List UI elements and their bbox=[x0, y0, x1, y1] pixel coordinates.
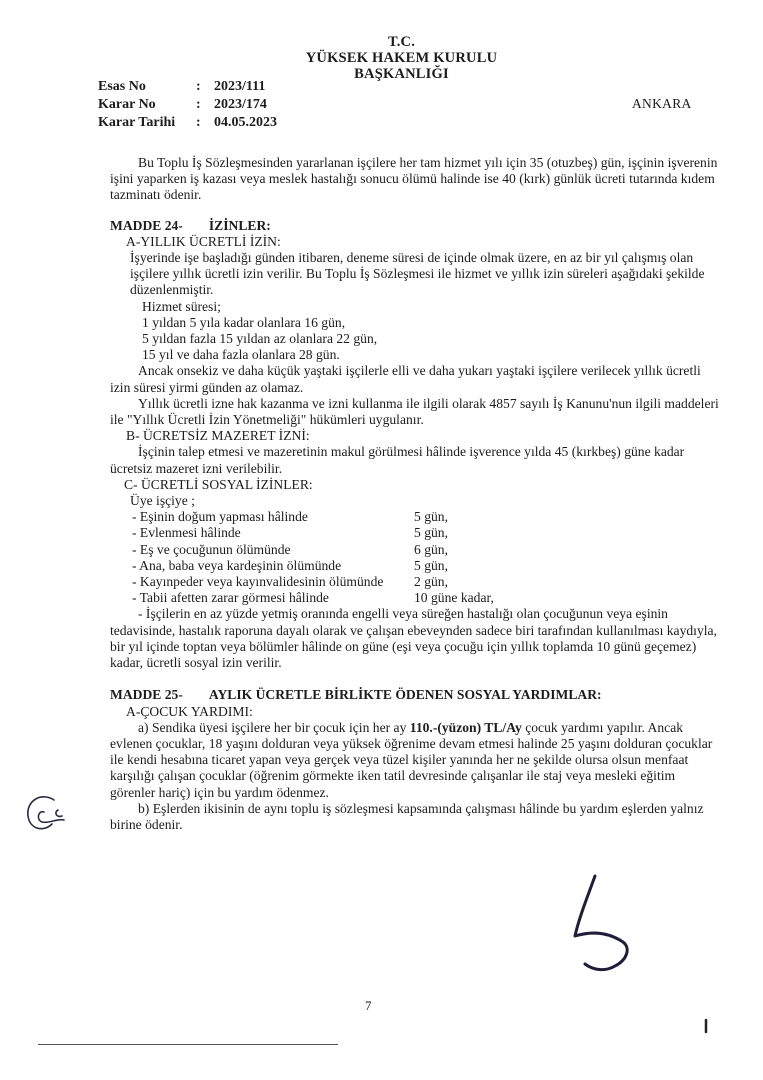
leave-days: 2 gün, bbox=[414, 574, 448, 590]
unpaid-leave-paragraph: İşçinin talep etmesi ve mazeretinin makul görülmesi hâlinde işverence yılda 45 (kırkbeş) güne kadar ücretsiz mazeret izni verilebilir. bbox=[110, 444, 685, 476]
leave-reason: - Evlenmesi hâlinde bbox=[132, 525, 241, 541]
header-line-institution: YÜKSEK HAKEM KURULU bbox=[305, 50, 498, 66]
social-leave-item bbox=[110, 558, 722, 574]
case-metadata bbox=[98, 78, 277, 132]
document-body bbox=[110, 155, 722, 833]
leave-reason: - Kayınpeder veya kayınvalidesinin ölümünde bbox=[132, 574, 384, 590]
leave-days: 5 gün, bbox=[414, 525, 448, 541]
child-aid-text-start: a) Sendika üyesi işçilere her bir çocuk için her ay bbox=[138, 719, 410, 735]
article-24-heading bbox=[110, 218, 722, 234]
leave-days: 5 gün, bbox=[414, 557, 448, 573]
section-a-title: A-YILLIK ÜCRETLİ İZİN: bbox=[126, 233, 281, 249]
service-label: Hizmet süresi; bbox=[142, 298, 221, 314]
signature-mark bbox=[565, 868, 645, 978]
meta-value: 04.05.2023 bbox=[214, 115, 277, 130]
annual-leave-text: İşyerinde işe başladığı günden itibaren, deneme süresi de içinde olmak üzere, en az bir yıl çalışmış olan işçilere yıllık ücretli izin verilir. Bu Toplu İş Sözleşmesi ile hizmet ve yıllık izin süreleri aşağıdaki şekilde düzenlenmiştir. bbox=[130, 250, 705, 298]
law-reference-paragraph: Yıllık ücretli izne hak kazanma ve izni kullanma ile ilgili olarak 4857 sayılı İş Kanunu'nun ilgili maddeleri ile "Yıllık Ücretli İzin Yönetmeliği" hükümleri uygulanır. bbox=[110, 395, 719, 428]
section-c-title: C- ÜCRETLİ SOSYAL İZİNLER: bbox=[124, 476, 313, 492]
disabled-child-leave-paragraph: - İşçilerin en az yüzde yetmiş oranında engelli veya süreğen hastalığı olan çocuğunun veya eşinin tedavisinde, hastalık raporuna dayalı olarak ve çalışan ebeveynden sadece biri tarafından kullanılması kaydıyla, bir yıl içinde toptan veya bölümler hâlinde on güne (eşi veya çocuğu için yıllık toplamda 10 günü geçemez) kadar, ücretli sosyal izin verilir. bbox=[110, 606, 717, 671]
child-aid-amount: 110.-(yüzon) TL/Ay bbox=[409, 719, 522, 735]
meta-row-tarih bbox=[98, 114, 277, 132]
service-line: 1 yıldan 5 yıla kadar olanlara 16 gün, bbox=[142, 314, 346, 330]
initials-mark bbox=[14, 790, 74, 840]
member-label: Üye işçiye ; bbox=[130, 493, 195, 509]
meta-colon: : bbox=[196, 115, 201, 130]
social-leave-item bbox=[110, 542, 722, 558]
minimum-leave-paragraph: Ancak onsekiz ve daha küçük yaştaki işçilerle elli ve daha yukarı yaştaki işçilere verilecek yıllık ücretli izin süresi yirmi günden az olamaz. bbox=[110, 363, 701, 395]
article-title: AYLIK ÜCRETLE BİRLİKTE ÖDENEN SOSYAL YARDIMLAR: bbox=[208, 687, 602, 703]
header-line-tc: T.C. bbox=[387, 34, 416, 50]
meta-key: Karar Tarihi bbox=[98, 115, 176, 130]
city-label: ANKARA bbox=[632, 96, 692, 111]
child-aid-paragraph bbox=[110, 720, 722, 801]
leave-reason: - Eşinin doğum yapması hâlinde bbox=[132, 509, 308, 525]
intro-paragraph: Bu Toplu İş Sözleşmesinden yararlanan işçilere her tam hizmet yılı için 35 (otuzbeş) gün, işçinin işverenin işini yaparken iş kazası veya meslek hastalığı sonucu ölümü halinde ise 40 (kırk) günlük ücreti tutarında kıdem tazminatı ödenir. bbox=[110, 155, 718, 203]
meta-key: Karar No bbox=[98, 97, 156, 112]
leave-days: 10 güne kadar, bbox=[414, 590, 494, 606]
article-title: İZİNLER: bbox=[208, 217, 271, 233]
meta-colon: : bbox=[196, 79, 201, 94]
meta-key: Esas No bbox=[98, 79, 146, 94]
meta-colon: : bbox=[196, 97, 201, 112]
spouse-aid-paragraph: b) Eşlerden ikisinin de aynı toplu iş sözleşmesi kapsamında çalışması hâlinde bu yardım eşlerden yalnız birine ödenir. bbox=[110, 800, 704, 832]
child-aid-title: A-ÇOCUK YARDIMI: bbox=[126, 703, 253, 719]
annual-leave-paragraph bbox=[110, 250, 722, 299]
article-25-heading bbox=[110, 687, 722, 703]
social-leave-item bbox=[110, 525, 722, 541]
page-number: 7 bbox=[365, 998, 372, 1013]
leave-reason: - Ana, baba veya kardeşinin ölümünde bbox=[132, 557, 342, 573]
social-leave-item bbox=[110, 590, 722, 606]
article-number: MADDE 24- bbox=[110, 217, 183, 233]
meta-value: 2023/174 bbox=[214, 97, 267, 112]
meta-row-esas bbox=[98, 78, 277, 96]
article-number: MADDE 25- bbox=[110, 687, 183, 703]
header-line-department: BAŞKANLIĞI bbox=[354, 66, 449, 82]
footer-rule bbox=[38, 1044, 338, 1045]
leave-days: 6 gün, bbox=[414, 541, 448, 557]
leave-days: 5 gün, bbox=[414, 509, 448, 525]
meta-value: 2023/111 bbox=[214, 79, 266, 94]
leave-reason: - Tabii afetten zarar görmesi hâlinde bbox=[132, 590, 329, 606]
meta-row-karar bbox=[98, 96, 277, 114]
service-line: 15 yıl ve daha fazla olanlara 28 gün. bbox=[142, 347, 340, 363]
social-leave-item bbox=[110, 509, 722, 525]
leave-reason: - Eş ve çocuğunun ölümünde bbox=[132, 541, 291, 557]
corner-mark bbox=[702, 1018, 710, 1034]
child-aid-text-end: çocuk yardımı yapılır. Ancak evlenen çocuklar, 18 yaşını dolduran veya yüksek öğrenime devam etmesi halinde 25 yaşını dolduran çocuklar ile kendi hesabına ticaret yapan veya gerçek veya tüzel kişiler yanında her ne şekilde olursa olsun menfaat karşılığı çalışan çocuklar (öğrenim görmekte iken tatil devresinde çalışanlar ile staj veya mesleki eğitim görenler hariç) için bu yardım ödenmez. bbox=[110, 719, 713, 800]
document-header bbox=[0, 34, 763, 82]
social-leave-item bbox=[110, 574, 722, 590]
service-line: 5 yıldan fazla 15 yıldan az olanlara 22 gün, bbox=[142, 331, 378, 347]
section-b-title: B- ÜCRETSİZ MAZERET İZNİ: bbox=[126, 428, 310, 444]
